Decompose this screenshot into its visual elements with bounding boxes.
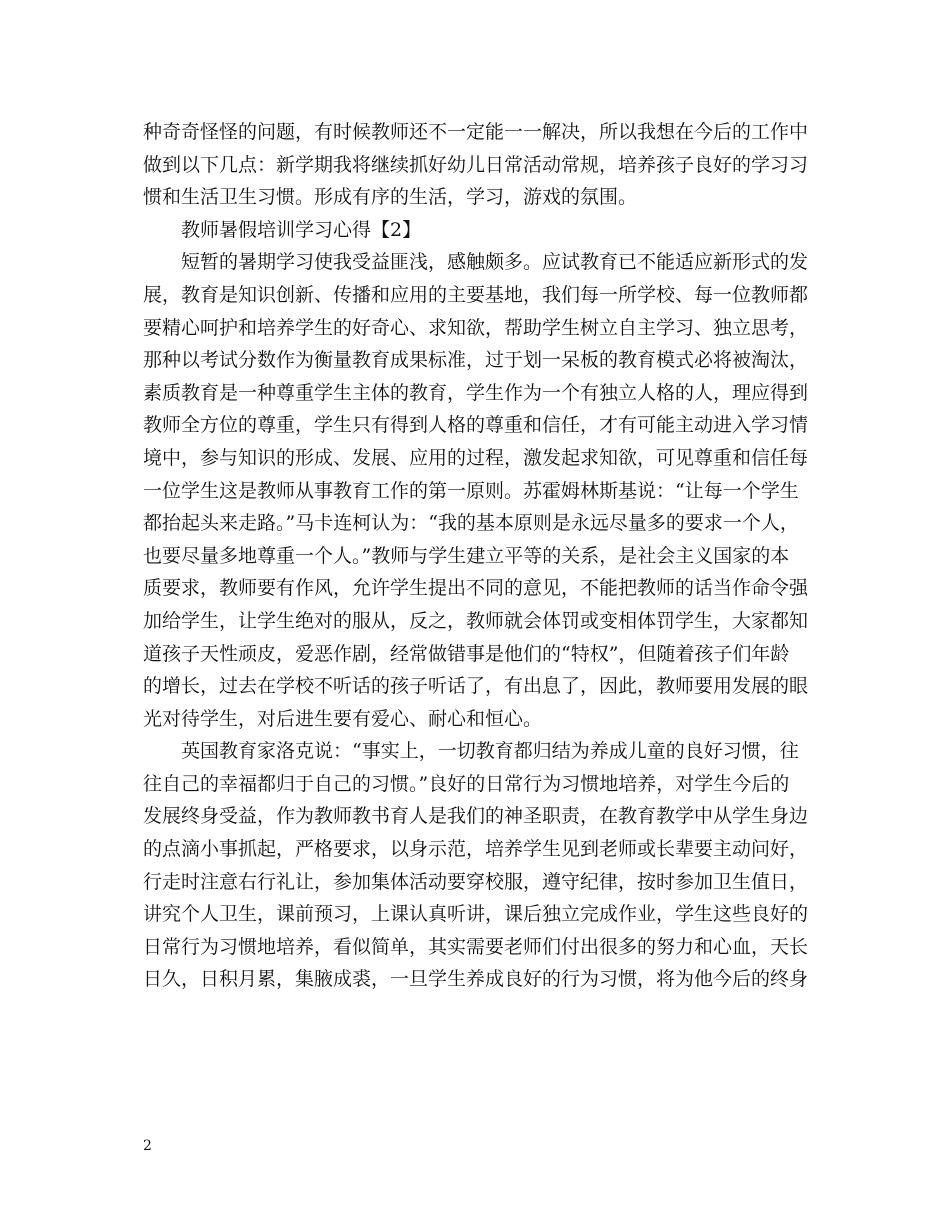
text-line: 日久，日积月累，集腋成裘，一旦学生养成良好的行为习惯，将为他今后的终身: [143, 968, 809, 991]
text-line: 种奇奇怪怪的问题，有时候教师还不一定能一一解决，所以我想在今后的工作中: [143, 121, 809, 143]
text-line: 的点滴小事抓起，严格要求，以身示范，培养学生见到老师或长辈要主动问好，: [143, 838, 809, 861]
page-number: 2: [143, 1138, 152, 1154]
text-line: 惯和生活卫生习惯。形成有序的生活，学习，游戏的氛围。: [143, 186, 638, 209]
text-line: 教师暑假培训学习心得【2】: [181, 218, 422, 241]
text-line: 做到以下几点：新学期我将继续抓好幼儿日常活动常规，培养孩子良好的学习习: [143, 153, 809, 176]
text-line: 展，教育是知识创新、传播和应用的主要基地，我们每一所学校、每一位教师都: [143, 283, 809, 306]
text-line: 教师全方位的尊重，学生只有得到人格的尊重和信任，才有可能主动进入学习情: [143, 414, 809, 437]
text-line: 发展终身受益，作为教师教书育人是我们的神圣职责，在教育教学中从学生身边: [143, 805, 809, 828]
text-line: 道孩子天性顽皮，爱恶作剧，经常做错事是他们的“特权”，但随着孩子们年龄: [143, 642, 790, 665]
document-body: [143, 116, 813, 996]
text-line: 境中，参与知识的形成、发展、应用的过程，激发起求知欲，可见尊重和信任每: [143, 446, 809, 469]
text-line: 也要尽量多地尊重一个人。”教师与学生建立平等的关系，是社会主义国家的本: [143, 544, 790, 567]
text-line: 日常行为习惯地培养，看似简单，其实需要老师们付出很多的努力和心血，天长: [143, 935, 809, 958]
text-line: 英国教育家洛克说：“事实上，一切教育都归结为养成儿童的良好习惯，往: [181, 740, 799, 763]
text-line: 往自己的幸福都归于自己的习惯。”良好的日常行为习惯地培养，对学生今后的: [143, 772, 790, 795]
text-line: 讲究个人卫生，课前预习，上课认真听讲，课后独立完成作业，学生这些良好的: [143, 903, 809, 926]
text-line: 都抬起头来走路。”马卡连柯认为：“我的基本原则是永远尽量多的要求一个人，: [143, 512, 799, 535]
text-line: 行走时注意右行礼让，参加集体活动要穿校服，遵守纪律，按时参加卫生值日，: [143, 870, 809, 893]
text-line: 素质教育是一种尊重学生主体的教育，学生作为一个有独立人格的人，理应得到: [143, 381, 809, 404]
text-line: 光对待学生，对后进生要有爱心、耐心和恒心。: [143, 707, 543, 730]
text-line: 那种以考试分数作为衡量教育成果标准，过于划一呆板的教育模式必将被淘汰，: [143, 349, 809, 372]
text-line: 一位学生这是教师从事教育工作的第一原则。苏霍姆林斯基说：“让每一个学生: [143, 479, 799, 502]
text-line: 短暂的暑期学习使我受益匪浅，感触颇多。应试教育已不能适应新形式的发: [181, 251, 809, 274]
text-line: 加给学生，让学生绝对的服从，反之，教师就会体罚或变相体罚学生，大家都知: [143, 609, 809, 632]
text-line: 质要求，教师要有作风，允许学生提出不同的意见，不能把教师的话当作命令强: [143, 577, 809, 600]
text-line: 的增长，过去在学校不听话的孩子听话了，有出息了，因此，教师要用发展的眼: [143, 675, 809, 698]
text-line: 要精心呵护和培养学生的好奇心、求知欲，帮助学生树立自主学习、独立思考，: [143, 316, 809, 339]
